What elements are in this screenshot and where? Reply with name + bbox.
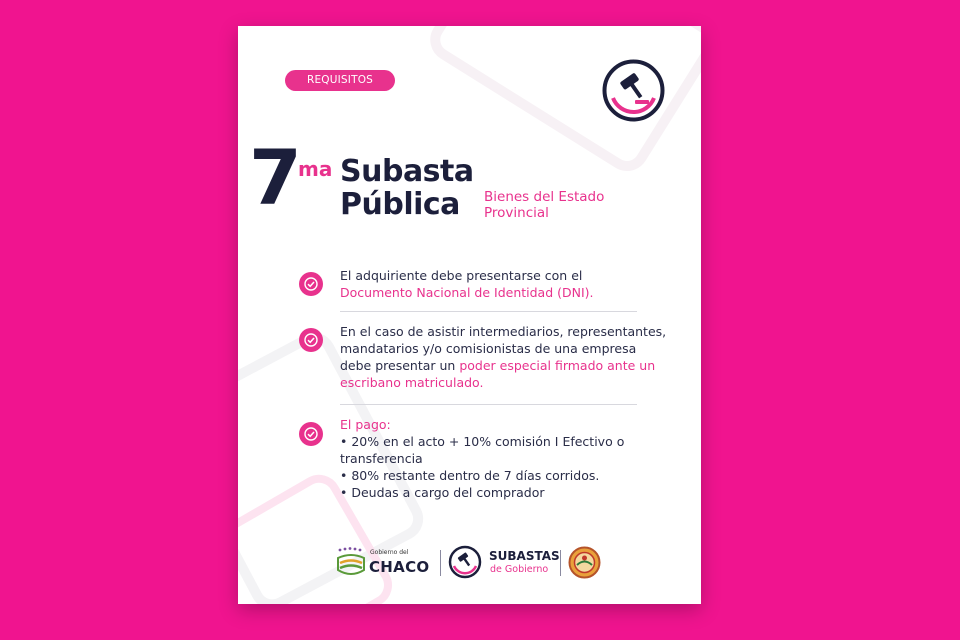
check-circle-icon: [299, 422, 323, 446]
province-seal-icon: [568, 546, 601, 579]
footer-logos: [336, 542, 606, 584]
requirement-item: [340, 323, 670, 391]
divider: [340, 311, 637, 312]
payment-heading: El pago:: [340, 417, 391, 432]
edition-number: 7: [249, 133, 300, 222]
requirement-highlight: Documento Nacional de Identidad (DNI).: [340, 285, 594, 300]
ordinal-suffix: ma: [298, 157, 333, 181]
requirement-text: En el caso de asistir intermediarios, representantes, mandatarios y/o comisionistas de una empresa debe presentar un: [340, 324, 667, 373]
divider: [340, 404, 637, 405]
divider: [560, 550, 561, 576]
gobierno-label: Gobierno del: [370, 549, 409, 556]
subastas-label: SUBASTAS: [489, 549, 560, 563]
requirement-item: [340, 267, 680, 301]
check-circle-icon: [299, 272, 323, 296]
announcement-card: [238, 26, 701, 604]
payment-section: [340, 416, 650, 501]
subastas-logo-icon: [448, 545, 482, 579]
divider: [440, 550, 441, 576]
payment-bullet: • 20% en el acto + 10% comisión I Efectivo o transferencia: [340, 434, 625, 466]
check-circle-icon: [299, 328, 323, 352]
payment-bullet: • Deudas a cargo del comprador: [340, 485, 545, 500]
gavel-logo-icon: [601, 58, 666, 123]
requirement-highlight: poder especial firmado ante un escribano matriculado.: [340, 358, 656, 390]
requisitos-tag: REQUISITOS: [285, 70, 395, 91]
payment-bullet: • 80% restante dentro de 7 días corridos.: [340, 468, 600, 483]
chaco-label: CHACO: [369, 558, 430, 576]
page-title-line2: Pública: [340, 187, 460, 222]
page-title-line1: Subasta: [340, 154, 474, 189]
de-gobierno-label: de Gobierno: [490, 564, 549, 575]
chaco-government-logo-icon: [336, 546, 366, 578]
page-subtitle: Bienes del Estado Provincial: [484, 189, 605, 221]
requirement-text: El adquiriente debe presentarse con el: [340, 268, 583, 283]
